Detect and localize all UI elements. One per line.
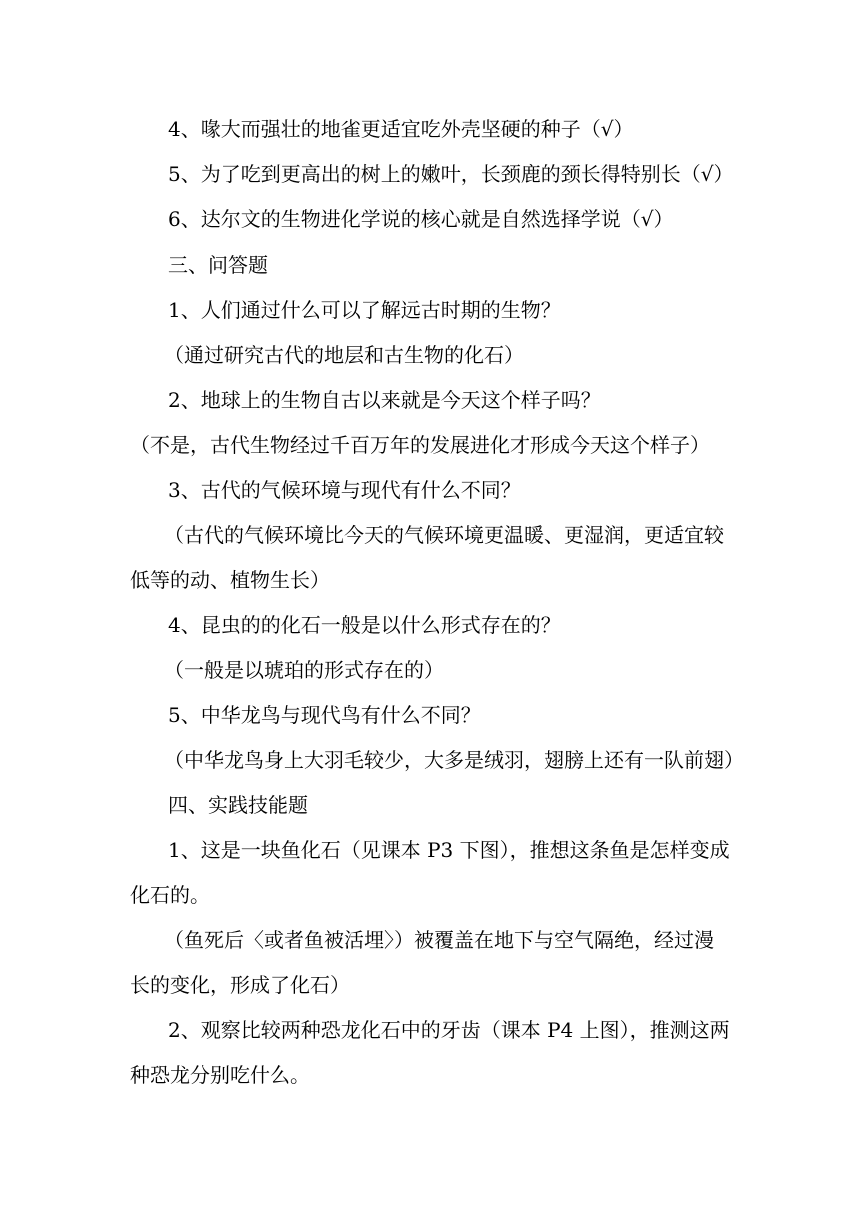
question-4: 4、昆虫的的化石一般是以什么形式存在的？ [168, 613, 561, 637]
statement-4: 4、喙大而强壮的地雀更适宜吃外壳坚硬的种子（√） [168, 117, 634, 141]
section-heading-qa: 三、问答题 [168, 253, 268, 277]
section-heading-practice: 四、实践技能题 [168, 793, 308, 817]
answer-1: （通过研究古代的地层和古生物的化石） [164, 343, 524, 367]
answer-5: （中华龙鸟身上大羽毛较少，大多是绒羽，翅膀上还有一队前翅） [164, 748, 744, 772]
statement-5: 5、为了吃到更高出的树上的嫩叶，长颈鹿的颈长得特别长（√） [168, 162, 734, 186]
question-2: 2、地球上的生物自古以来就是今天这个样子吗？ [168, 388, 601, 412]
practice-2-line-1: 2、观察比较两种恐龙化石中的牙齿（课本 P4 上图），推测这两 [168, 1018, 730, 1042]
answer-3-line-1: （古代的气候环境比今天的气候环境更温暖、更湿润，更适宜较 [164, 523, 724, 547]
answer-4: （一般是以琥珀的形式存在的） [164, 658, 444, 682]
question-1: 1、人们通过什么可以了解远古时期的生物？ [168, 298, 561, 322]
practice-2-line-2: 种恐龙分别吃什么。 [130, 1063, 310, 1087]
question-5: 5、中华龙鸟与现代鸟有什么不同？ [168, 703, 481, 727]
answer-2: （不是，古代生物经过千百万年的发展进化才形成今天这个样子） [130, 433, 710, 457]
practice-1-answer-line-2: 长的变化，形成了化石） [130, 973, 350, 997]
practice-1-line-1: 1、这是一块鱼化石（见课本 P3 下图），推想这条鱼是怎样变成 [168, 838, 730, 862]
answer-3-line-2: 低等的动、植物生长） [130, 568, 330, 592]
practice-1-line-2: 化石的。 [130, 883, 210, 907]
statement-6: 6、达尔文的生物进化学说的核心就是自然选择学说（√） [168, 207, 674, 231]
practice-1-answer-line-1: （鱼死后〈或者鱼被活埋〉）被覆盖在地下与空气隔绝，经过漫 [164, 928, 714, 952]
question-3: 3、古代的气候环境与现代有什么不同？ [168, 478, 521, 502]
